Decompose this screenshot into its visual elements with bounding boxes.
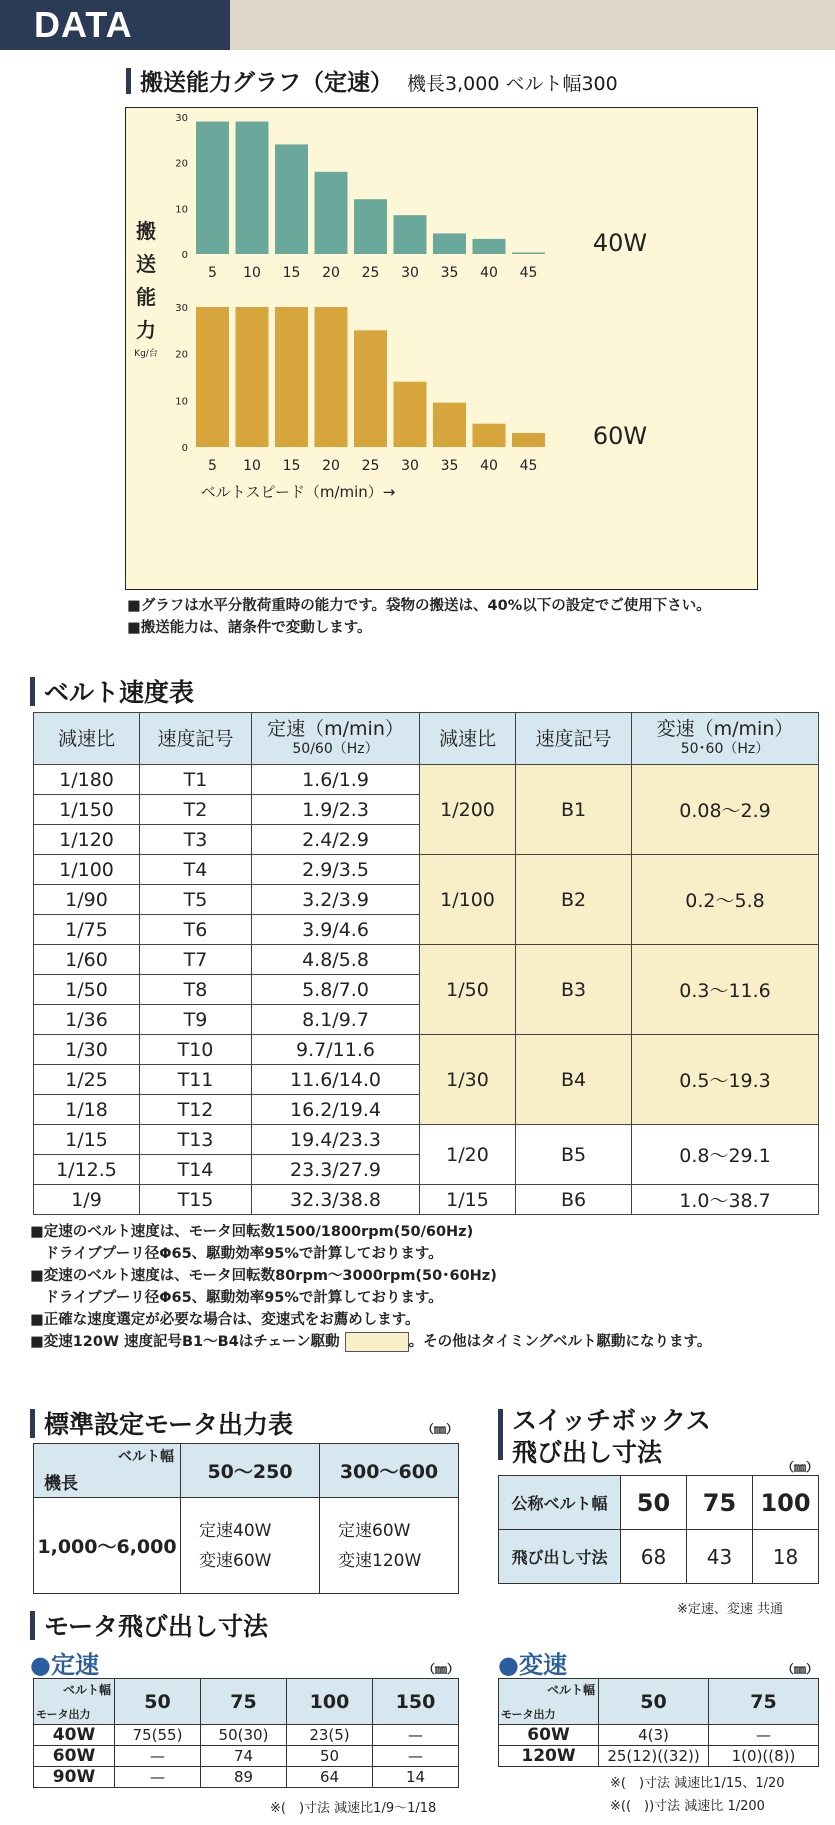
speed-row [34,765,819,795]
motor-table-title: 標準設定モータ出力表 [44,1405,293,1441]
x-tick-label: 20 [322,265,340,281]
speed-ratio: 1/36 [34,1005,140,1035]
teisoku-row [34,1767,459,1788]
speed-note: ■変速のベルト速度は、モータ回転数80rpm～3000rpm(50･60Hz) [30,1268,497,1284]
switchbox-width: 100 [753,1476,819,1530]
hensoku-col: 50 [599,1679,709,1725]
hensoku-motor: 60W [499,1725,599,1746]
teisoku-diag-top: ベルト幅 [62,1683,111,1697]
hensoku-note-2: ※(( ))寸法 減速比 1/200 [610,1799,765,1814]
speed-const: 23.3/27.9 [252,1155,420,1185]
switchbox-value: 68 [621,1530,687,1584]
motor-unit: （㎜） [422,1422,459,1436]
header-ratio2: 減速比 [420,713,516,765]
bar-40W-40 [473,239,506,254]
speed-const: 32.3/38.8 [252,1185,420,1215]
var-speed: 0.8～29.1 [632,1125,819,1185]
var-ratio: 1/100 [420,855,516,945]
motor-col-1: 50～250 [181,1444,320,1498]
y-tick-label: 20 [175,158,188,170]
speed-ratio: 1/15 [34,1125,140,1155]
header-var [632,713,819,765]
speed-ratio: 1/150 [34,795,140,825]
speed-const: 11.6/14.0 [252,1065,420,1095]
var-code: B5 [516,1125,632,1185]
hensoku-diag-header [499,1679,599,1725]
speed-ratio: 1/60 [34,945,140,975]
x-tick-label: 15 [282,458,301,474]
hensoku-value: 4(3) [599,1725,709,1746]
speed-ratio: 1/12.5 [34,1155,140,1185]
teisoku-value: 50(30) [201,1725,287,1746]
motor-cell-2-line2: 変速120W [338,1550,422,1571]
hensoku-label: ●変速 [498,1651,567,1679]
series-label: 60W [592,422,648,450]
header-const [252,713,420,765]
speed-const: 5.8/7.0 [252,975,420,1005]
speed-const: 9.7/11.6 [252,1035,420,1065]
hensoku-diag-top: ベルト幅 [546,1683,595,1697]
hensoku-note-1: ※( )寸法 減速比1/15、1/20 [610,1776,785,1791]
y-tick-label: 10 [175,204,188,216]
x-tick-label: 30 [401,458,419,474]
var-code: B3 [516,945,632,1035]
teisoku-label: ●定速 [30,1651,99,1679]
x-tick-label: 25 [361,265,380,281]
teisoku-col: 100 [287,1679,373,1725]
speed-const: 4.8/5.8 [252,945,420,975]
switchbox-table [498,1475,819,1584]
speed-const: 1.6/1.9 [252,765,420,795]
speed-note: ドライブプーリ径Φ65、駆動効率95%で計算しております。 [30,1290,443,1306]
speed-code: T8 [140,975,252,1005]
bar-40W-5 [196,122,229,254]
speed-const: 8.1/9.7 [252,1005,420,1035]
speed-row [34,1125,819,1155]
header-bar [0,0,835,50]
bar-60W-5 [196,307,229,447]
var-speed: 0.5～19.3 [632,1035,819,1125]
teisoku-value: — [373,1725,459,1746]
hensoku-motor: 120W [499,1746,599,1767]
bar-40W-30 [394,215,427,254]
teisoku-col: 75 [201,1679,287,1725]
teisoku-value: 23(5) [287,1725,373,1746]
var-speed: 0.2～5.8 [632,855,819,945]
data-tab-label: DATA [34,4,133,45]
speed-code: T6 [140,915,252,945]
var-code: B4 [516,1035,632,1125]
speed-note-last-a: ■変速120W 速度記号B1～B4はチェーン駆動 [30,1334,340,1350]
speed-notes [30,1221,711,1353]
motor-cell-1 [181,1498,320,1594]
bar-60W-20 [315,307,348,447]
header-const-text: 定速（m/min） [267,717,404,740]
hensoku-value: 25(12)((32)) [599,1746,709,1767]
speed-code: T13 [140,1125,252,1155]
bar-60W-40 [473,424,506,447]
speed-note: ■正確な速度選定が必要な場合は、変速式をお薦めします。 [30,1312,420,1328]
x-tick-label: 35 [440,265,459,281]
bar-40W-25 [354,199,387,254]
header-var-sub: 50･60（Hz） [680,740,770,757]
speed-ratio: 1/120 [34,825,140,855]
y-axis-label-char: 力 [136,318,156,342]
header-code2: 速度記号 [516,713,632,765]
chain-drive-swatch [345,1332,409,1352]
y-axis-label-char: 搬 [136,219,156,243]
x-tick-label: 35 [440,458,459,474]
header-var-text: 変速（m/min） [656,717,794,740]
bar-40W-45 [512,253,545,255]
x-tick-label: 30 [401,265,419,281]
var-code: B1 [516,765,632,855]
y-tick-label: 20 [175,349,188,361]
switchbox-row1-label: 公称ベルト幅 [499,1476,621,1530]
bar-40W-10 [236,122,269,254]
speed-row [34,855,819,885]
motor-cell-1-line1: 定速40W [199,1520,272,1541]
x-tick-label: 5 [208,265,217,281]
graph-note-1: ■グラフは水平分散荷重時の能力です。袋物の搬送は、40%以下の設定でご使用下さい。 [127,598,711,614]
switchbox-row2-label: 飛び出し寸法 [499,1530,621,1584]
teisoku-value: 74 [201,1746,287,1767]
x-tick-label: 10 [243,458,261,474]
motor-diag-bottom: 機長 [44,1474,78,1494]
bar-40W-35 [433,233,466,254]
capacity-graph-svg [126,108,759,591]
switchbox-value: 18 [753,1530,819,1584]
y-axis-label-char: 送 [136,252,156,276]
switchbox-width: 50 [621,1476,687,1530]
x-tick-label: 20 [322,458,340,474]
speed-code: T10 [140,1035,252,1065]
teisoku-row [34,1746,459,1767]
motor-row-label: 1,000～6,000 [34,1498,181,1594]
speed-code: T5 [140,885,252,915]
teisoku-col: 150 [373,1679,459,1725]
teisoku-motor: 60W [34,1746,115,1767]
bar-60W-45 [512,433,545,447]
speed-ratio: 1/18 [34,1095,140,1125]
teisoku-value: 75(55) [115,1725,201,1746]
speed-note: ドライブプーリ径Φ65、駆動効率95%で計算しております。 [30,1246,443,1262]
capacity-graph [125,107,758,590]
speed-row [34,945,819,975]
y-axis-label-char: 能 [136,285,156,309]
speed-code: T15 [140,1185,252,1215]
teisoku-motor: 90W [34,1767,115,1788]
speed-table-header [34,713,819,765]
y-axis-unit: Kg/台 [134,349,158,359]
hensoku-unit: （㎜） [782,1662,819,1676]
speed-ratio: 1/25 [34,1065,140,1095]
hensoku-value: — [709,1725,819,1746]
y-tick-label: 30 [175,113,188,124]
teisoku-row [34,1725,459,1746]
teisoku-value: 89 [201,1767,287,1788]
data-tab [0,0,230,50]
speed-code: T7 [140,945,252,975]
teisoku-note: ※( )寸法 減速比1/9～1/18 [270,1801,437,1816]
graph-title-text: 搬送能力グラフ（定速） [140,70,393,96]
speed-code: T12 [140,1095,252,1125]
var-ratio: 1/200 [420,765,516,855]
speed-row [34,1035,819,1065]
var-ratio: 1/15 [420,1185,516,1215]
header-ratio: 減速比 [34,713,140,765]
var-speed: 0.08～2.9 [632,765,819,855]
var-code: B2 [516,855,632,945]
var-ratio: 1/30 [420,1035,516,1125]
x-tick-label: 25 [361,458,380,474]
speed-row [34,1185,819,1215]
speed-ratio: 1/30 [34,1035,140,1065]
var-speed: 0.3～11.6 [632,945,819,1035]
y-tick-label: 0 [181,250,188,261]
protrude-title: モータ飛び出し寸法 [44,1607,268,1643]
speed-const: 1.9/2.3 [252,795,420,825]
y-tick-label: 30 [175,303,188,314]
speed-code: T1 [140,765,252,795]
speed-const: 2.4/2.9 [252,825,420,855]
bar-40W-20 [315,172,348,254]
x-tick-label: 45 [519,458,538,474]
motor-diag-top: ベルト幅 [118,1449,174,1465]
switchbox-title [512,1405,711,1469]
motor-output-table [33,1443,459,1594]
teisoku-value: — [115,1767,201,1788]
teisoku-value: 64 [287,1767,373,1788]
hensoku-table [498,1678,819,1767]
teisoku-value: 50 [287,1746,373,1767]
speed-const: 3.9/4.6 [252,915,420,945]
var-ratio: 1/50 [420,945,516,1035]
switchbox-title-line2: 飛び出し寸法 [512,1438,663,1467]
speed-const: 2.9/3.5 [252,855,420,885]
teisoku-value: 14 [373,1767,459,1788]
hensoku-diag-bottom: モータ出力 [501,1708,556,1721]
var-speed: 1.0～38.7 [632,1185,819,1215]
speed-code: T2 [140,795,252,825]
y-tick-label: 10 [175,396,188,408]
teisoku-value: — [373,1746,459,1767]
bar-60W-30 [394,382,427,447]
x-tick-label: 45 [519,265,538,281]
x-tick-label: 40 [480,458,498,474]
switchbox-note: ※定速、変速 共通 [677,1602,784,1617]
teisoku-value: — [115,1746,201,1767]
speed-ratio: 1/75 [34,915,140,945]
hensoku-col: 75 [709,1679,819,1725]
teisoku-diag-header [34,1679,115,1725]
speed-ratio: 1/50 [34,975,140,1005]
teisoku-unit: （㎜） [423,1662,460,1676]
speed-code: T14 [140,1155,252,1185]
teisoku-diag-bottom: モータ出力 [36,1708,91,1721]
series-label: 40W [592,229,648,257]
speed-ratio: 1/180 [34,765,140,795]
header-code: 速度記号 [140,713,252,765]
x-tick-label: 40 [480,265,498,281]
switchbox-width: 75 [687,1476,753,1530]
switchbox-value: 43 [687,1530,753,1584]
belt-speed-table [33,712,819,1215]
bar-40W-15 [275,144,308,254]
speed-const: 3.2/3.9 [252,885,420,915]
teisoku-col: 50 [115,1679,201,1725]
teisoku-motor: 40W [34,1725,115,1746]
switchbox-title-line1: スイッチボックス [512,1406,711,1435]
speed-table-title: ベルト速度表 [44,673,194,709]
speed-ratio: 1/90 [34,885,140,915]
hensoku-row [499,1725,819,1746]
speed-ratio: 1/9 [34,1185,140,1215]
bar-60W-25 [354,330,387,447]
speed-code: T3 [140,825,252,855]
speed-ratio: 1/100 [34,855,140,885]
motor-col-2: 300～600 [320,1444,459,1498]
speed-note-last-b: 。その他はタイミングベルト駆動になります。 [408,1334,712,1350]
speed-code: T11 [140,1065,252,1095]
header-const-sub: 50/60（Hz） [292,740,379,757]
speed-note: ■定速のベルト速度は、モータ回転数1500/1800rpm(50/60Hz) [30,1224,474,1240]
var-code: B6 [516,1185,632,1215]
teisoku-table [33,1678,459,1788]
bar-60W-15 [275,307,308,447]
x-tick-label: 10 [243,265,261,281]
motor-cell-2 [320,1498,459,1594]
x-tick-label: 15 [282,265,301,281]
graph-note-2: ■搬送能力は、諸条件で変動します。 [127,620,372,636]
hensoku-row [499,1746,819,1767]
speed-code: T4 [140,855,252,885]
motor-cell-2-line1: 定速60W [338,1520,411,1541]
speed-note-last [30,1331,711,1353]
var-ratio: 1/20 [420,1125,516,1185]
x-tick-label: 5 [208,458,217,474]
speed-const: 19.4/23.3 [252,1125,420,1155]
graph-title [140,64,618,97]
speed-code: T9 [140,1005,252,1035]
bar-60W-10 [236,307,269,447]
bar-60W-35 [433,403,466,447]
motor-diag-header [34,1444,181,1498]
speed-const: 16.2/19.4 [252,1095,420,1125]
switchbox-unit: （㎜） [782,1460,819,1474]
x-axis-label: ベルトスピード（m/min）→ [200,483,396,501]
motor-cell-1-line2: 変速60W [199,1550,272,1571]
graph-subtitle: 機長3,000 ベルト幅300 [407,73,618,95]
y-tick-label: 0 [181,443,188,454]
hensoku-value: 1(0)((8)) [709,1746,819,1767]
